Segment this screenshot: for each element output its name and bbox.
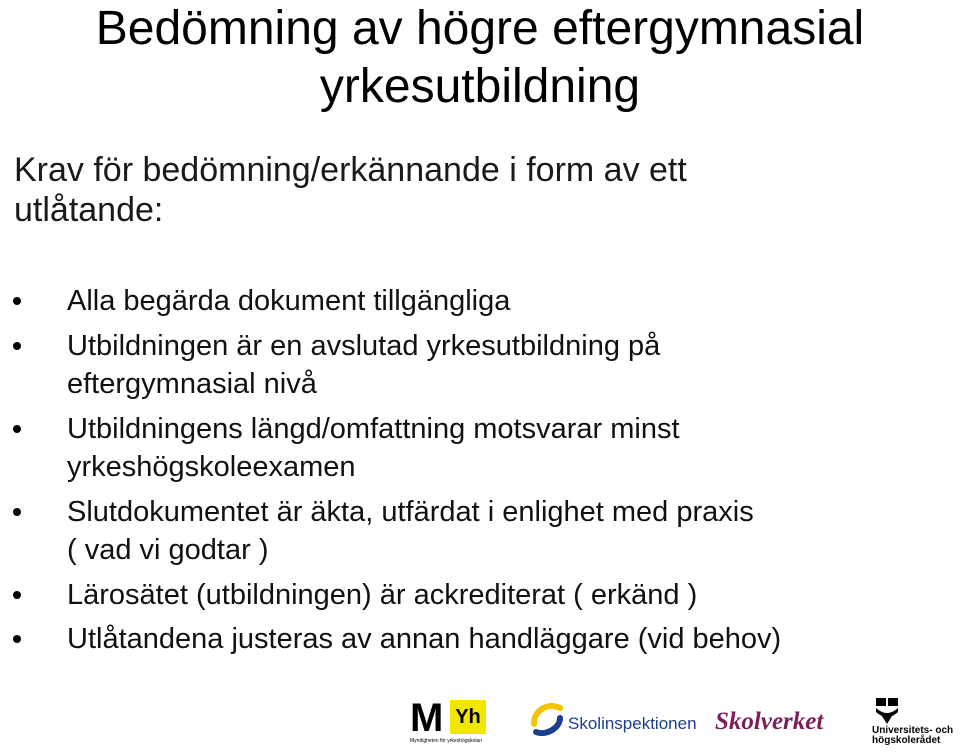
skolverket-logo: Skolverket — [715, 708, 824, 735]
uhr-logo — [872, 696, 960, 752]
bullet-dot-icon — [13, 508, 21, 516]
slide-subtitle — [14, 150, 814, 230]
bullet-text: Utlåtandena justeras av annan handläggare (vid behov) — [67, 623, 782, 655]
bullet-text-continued: eftergymnasial nivå — [67, 368, 317, 400]
bullet-list — [0, 282, 960, 665]
bullet-item — [0, 620, 960, 659]
bullet-text: Utbildningen är en avslutad yrkesutbildning på — [67, 329, 661, 362]
bullet-text: Alla begärda dokument tillgängliga — [67, 285, 511, 317]
skolinspektionen-swirl-icon — [530, 698, 566, 738]
myh-logo-badge: Yh — [450, 700, 486, 734]
bullet-item — [0, 410, 960, 487]
bullet-text: Slutdokumentet är äkta, utfärdat i enlighet med praxis — [67, 495, 754, 528]
uhr-emblem-icon — [872, 696, 902, 726]
myh-logo — [410, 698, 490, 744]
bullet-dot-icon — [13, 425, 21, 433]
bullet-item — [0, 493, 960, 570]
bullet-dot-icon — [13, 635, 21, 643]
skolinspektionen-logo-text: Skolinspektionen — [568, 714, 697, 733]
uhr-logo-text-line-1: Universitets- och — [872, 725, 954, 736]
bullet-text: Lärosätet (utbildningen) är ackrediterat ( erkänd ) — [67, 578, 698, 611]
footer-logos — [0, 690, 960, 754]
myh-logo-mark: M — [410, 696, 444, 740]
slide-title — [0, 0, 960, 116]
bullet-text-continued: ( vad vi godtar ) — [67, 534, 269, 566]
bullet-dot-icon — [13, 342, 21, 350]
myh-logo-tagline: Myndigheten för yrkeshögskolan — [410, 738, 482, 744]
skolinspektionen-logo — [530, 694, 697, 744]
bullet-item — [0, 327, 960, 404]
slide-title-line-2: yrkesutbildning — [319, 60, 641, 113]
uhr-logo-text — [872, 726, 953, 746]
slide-title-line-1: Bedömning av högre eftergymnasial — [95, 2, 865, 55]
uhr-logo-text-line-2: högskolerådet — [872, 735, 941, 746]
slide-subtitle-line-2: utlåtande: — [14, 191, 164, 229]
slide-subtitle-line-1: Krav för bedömning/erkännande i form av ett — [14, 151, 687, 189]
bullet-text-continued: yrkeshögskoleexamen — [67, 451, 356, 483]
bullet-text: Utbildningens längd/omfattning motsvarar minst — [67, 412, 680, 445]
bullet-dot-icon — [13, 297, 21, 305]
bullet-item — [0, 282, 960, 321]
bullet-dot-icon — [13, 591, 21, 599]
bullet-item — [0, 576, 960, 615]
